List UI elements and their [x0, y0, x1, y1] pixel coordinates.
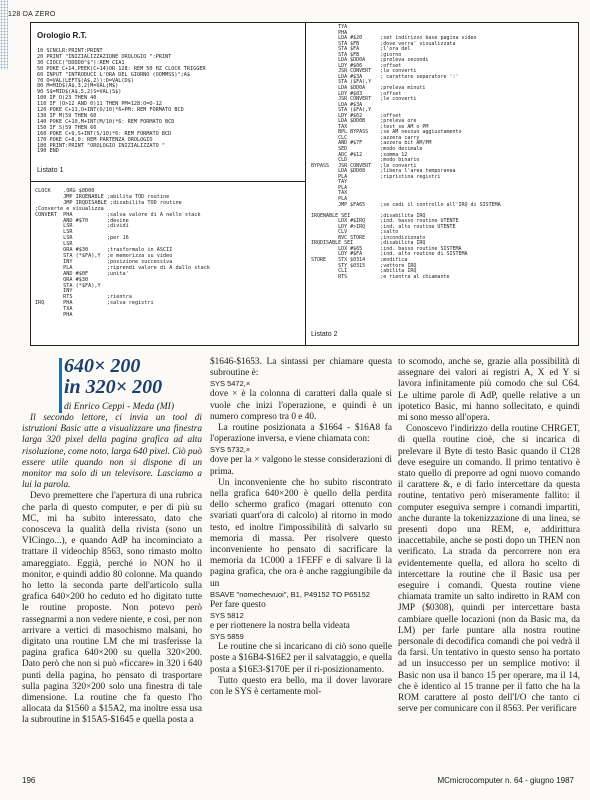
- article-column-2: [210, 357, 392, 698]
- listing-asm-left: [35, 189, 301, 319]
- col1-paragraph: Devo premettere che l'apertura di una rubrica che parla di questo computer, e per di più su MC, mi ha subito interessato, dato che conosceva la qualità della rivista (sono un VICingo...), e quando AdP ha incominciato a trattare il videochip 8563, sono rimasto molto amareggiato. Eggià, perché io NON ho il monitor, e quindi addio 80 colonne. Ma quando ho letto la seconda parte dell'articolo sulla grafica 640×200 ho ceduto ed ho digitato tutte le routine proposte. Non potevo però rassegnarmi a non vedere niente, e così, per non arrivare a vertici di masochismo malsani, ho digitato una routine LM che mi trasferisse la pagina grafica 640×200 su quella 320×200. Dato però che non si può «ficcare» in 320 i 640 punti della pagina, ho pensato di trasportare sulla pagina 320×200 solo una finestra di tale dimensione. La routine che fa questo l'ho allocata da $1560 a $15A2, ma inoltre essa usa la subroutine in $15A5-$1645 e quella posta a: [22, 491, 202, 726]
- col2-paragraph-9: Tutto questo era bello, ma il dover lavorare con le SYS è certamente mol-: [210, 675, 392, 698]
- title-accent-bar: [59, 358, 62, 413]
- bsave-command: BSAVE "nomechevuoi", B1, P49152 TO P65152: [210, 589, 371, 599]
- article-column-1: [22, 413, 202, 727]
- page-number: 196: [22, 776, 36, 785]
- listing-2-caption: Listato 2: [311, 331, 338, 338]
- syntax-command-3: SYS 5812: [210, 611, 244, 621]
- listing-asm-left-code: CLOCK .ORG $0D00 JMP IRQENABLE ;abilita TOD routine JMP IRQDISABLE ;disabilita TOD routine ;Converte e visualizza CONVERT PHA ;salva valore di A nello stack AND #$70 ;desine LSR ;dividi LSR LSR ;per 16 LSR ORA #$30 ;trasformalo in ASCII STA (*$FA),Y ;e memorizza su video INY ;posizione successiva PLA ;riprendi valore di A dallo stack AND #$0F ;unita' ORA #$30 STA (*$FA),Y INY RTS ;rientra IRQ PHA ;salva registri TXA PHA: [35, 188, 210, 319]
- col2-paragraph-3: La routine posizionata a $1664 - $16A8 fa l'operazione inversa, e viene chiamata con:: [210, 423, 392, 445]
- listing-1-title: Orologio R.T.: [37, 31, 87, 40]
- margin-dot-pattern: [0, 0, 8, 70]
- article-column-3: [398, 357, 580, 716]
- col3-paragraph-1: to scomodo, anche se, grazie alla possibilità di assegnare dei valori ai registri A, X ed Y si lavora infinitamente più comodo che sul C64. Le ultime parole di AdP, quelle relative a un ipotetico Basic, mi hanno sollecitato, e quindi mi sono messo all'opera.: [398, 357, 580, 424]
- col2-paragraph-1: $1646-$1653. La sintassi per chiamare questa subroutine è:: [210, 357, 392, 379]
- listing-2-code: TYA PHA LDA #$20 ;set indirizzo base pagina video STA $FB ;dove verra' visualizzata STA $FA ;l'ora del STA $FB ;giorno LDA $DD0A ;preleva secondi LDY #$06 ;offset JSR CONVERT ;le converti LDA #$3A ; carattere separatore ':' STA ($FA),Y LDA $DD0A ;preleva minuti LDY #$03 ;offset JSR CONVERT ;le converti LDA #$3A STA ($FA),Y LDY #$02 ;offset LDA $DD0B ;preleva ore TAX ;test se AM o PM BPL BYPASS ;se AM nessun aggiustamento CLC ;azzera carry AND #$7F ;azzera bit AM/PM SED ;modo decimale ADC #$12 ;somma 12 CLD ;modo binario BYPASS JSR CONVERT ;le converti LDA $DD08 ;libera l'area temporanea PLA ;ripristina registri TAY PLA TAX PLA JMP $FA65 ;se cedi il controllo all'IRQ di SISTEMA IRQENABLE SEI ;disabilita IRQ LDX #$IRQ ;ind. basso routine UTENTE LDY #>IRQ ;ind. alto routine UTENTE CLV ;salto BVC STORE ;incondizionato IRQDISABLE SEI ;disabilita IRQ LDX #$65 ;ind. basso routine SISTEMA LDY #$FA ;ind. alto routine di SISTEMA STORE STX $0314 ;modifica STY $0315 ;vettore IRQ CLI ;abilita IRQ RTS ;e rientra al chiamante: [311, 24, 501, 280]
- listing-divider-vertical: [305, 23, 306, 345]
- syntax-command-2: SYS 5732,×: [210, 445, 251, 455]
- col2-paragraph-8: Le routine che si incaricano di ciò sono quelle poste a $16B4-$16E2 per il salvataggio, e quella posta a $16E3-$170E per il ri-posizionamento.: [210, 642, 392, 675]
- magazine-issue: MCmicrocomputer n. 64 - giugno 1987: [437, 776, 574, 785]
- syntax-command-4: SYS 5859: [210, 632, 244, 642]
- col2-paragraph-7: e per riottenere la nostra bella videata: [210, 621, 350, 632]
- article-title-line-2: in 320× 200: [64, 376, 163, 398]
- col2-paragraph-2: dove × è la colonna di caratteri dalla quale si vuole che inizi l'operazione, e quindi è un numero compreso tra 0 e 40.: [210, 389, 392, 422]
- running-head: 128 DA ZERO: [8, 11, 56, 18]
- col2-paragraph-5: Un inconveniente che ho subito riscontrato nella grafica 640×200 è quello della perdita dello schermo grafico (magari ottenuto con svariati quart'ora di calcolo) al ritorno in modo testo, ed inoltre l'impossibilità di salvarlo su memoria di massa. Per risolvere questo inconveniente ho pensato di sacrificare la memoria da 1C000 a 1FEFF e di salvare lì la pagina grafica, che ora è anche raggiungibile da un: [210, 477, 392, 589]
- article-header: [64, 356, 202, 412]
- listing-1-code: 10 SCNCLR:PRINT:PRINT 20 PRINT "INIZIALIZZAZIONE OROLOGIO ":PRINT 30 CIOCC("DDDD0"$"):REM CIA1 50 POKE C+14,PEEK(C+14)OR 128: REM 50 HZ CLOCK TRIGGER 60 INPUT "INTRODUCI L'ORA DEL GIORNO (OOMMSS)";A$ 70 O=VAL(LEFT$(A$,2)):D=VAL(D$) 80 M=MID$(A$,3,2)M=VAL(M$) 90 S$=MID$(A$,5,2)S=VAL(S$) 100 IF O(23 THEN 40 110 IF (O>12 AND 0)11 THEN PM=128:O=O-12 120 POKE C+11,O+INT(O/10)*6+PM: REM FORMATO BCD 130 IF M)59 THEN 60 140 POKE C+10,M+INT(M/10)*6: REM FORMATO BCD 150 IF S)59 THEN 60 160 POKE C+9,S+INT(S/10)*6: REM FORMATO BCD 170 POKE C+8,0: REM PARTENZA OROLOGIO 180 PRINT:PRINT "OROLOGIO INIZIALIZZATO " 190 END: [37, 48, 206, 155]
- listing-1-caption: Listato 1: [37, 167, 64, 174]
- col2-paragraph-6: Per fare questo: [210, 599, 266, 610]
- listings-box: [30, 22, 579, 346]
- listing-divider-horizontal: [31, 181, 305, 182]
- col2-paragraph-4: dove per la × valgono le stesse considerazioni di prima.: [210, 455, 392, 477]
- listing-2: [311, 24, 573, 338]
- article-lead: Il secondo lettore, ci invia un tool di istruzioni Basic atte a visualizzare una finestra larga 320 pixel della pagina grafica ad alta risoluzione, come noto, larga 640 pixel. Ciò può essere utile quando non si dispone di un monitor ma solo di un televisore. Lasciamo a lui la parola.: [22, 413, 202, 491]
- listing-1: [37, 31, 301, 174]
- article-title-line-1: 640× 200: [64, 355, 141, 377]
- syntax-command-1: SYS 5472,×: [210, 379, 251, 389]
- article-byline: di Enrico Ceppi - Meda (MI): [64, 402, 175, 412]
- col3-paragraph-2: Conoscevo l'indirizzo della routine CHRGET, di quella routine cioè, che si incarica di prelevare il Byte di testo Basic quando il C128 deve eseguire un comando. Il primo tentativo è stato quello di preporre ad ogni nuovo comando il carattere &, e di farlo intercettare da questa routine, tentativo però miseramente fallito: il computer eseguiva sempre i comandi impartiti, anche durante la tokenizzazione di una linea, se presenti dopo una REM, e, addirittura inaccettabile, anche se posti dopo un THEN non verificato. La strada da percorrere non era evidentemente quella, ed allora ho scelto di intercettare la routine che il Basic usa per eseguire i comandi. Questa routine viene chiamata tramite un salto indiretto in RAM con JMP ($0308), quindi per intercettare basta cambiare quelle locazioni (non da Basic ma, da LM) per farle puntare alla nostra routine personale di decodifica comandi che poi vedrà il da farsi. Un tentativo in questo senso ha portato ad un insuccesso per un semplice motivo: il Basic non usa il banco 15 per operare, ma il 14, che è identico al 15 tranne per il fatto che ha la ROM carattere al posto dell'I/O che tanto ci serve per comunicare con il 8563. Per verificare: [398, 424, 580, 715]
